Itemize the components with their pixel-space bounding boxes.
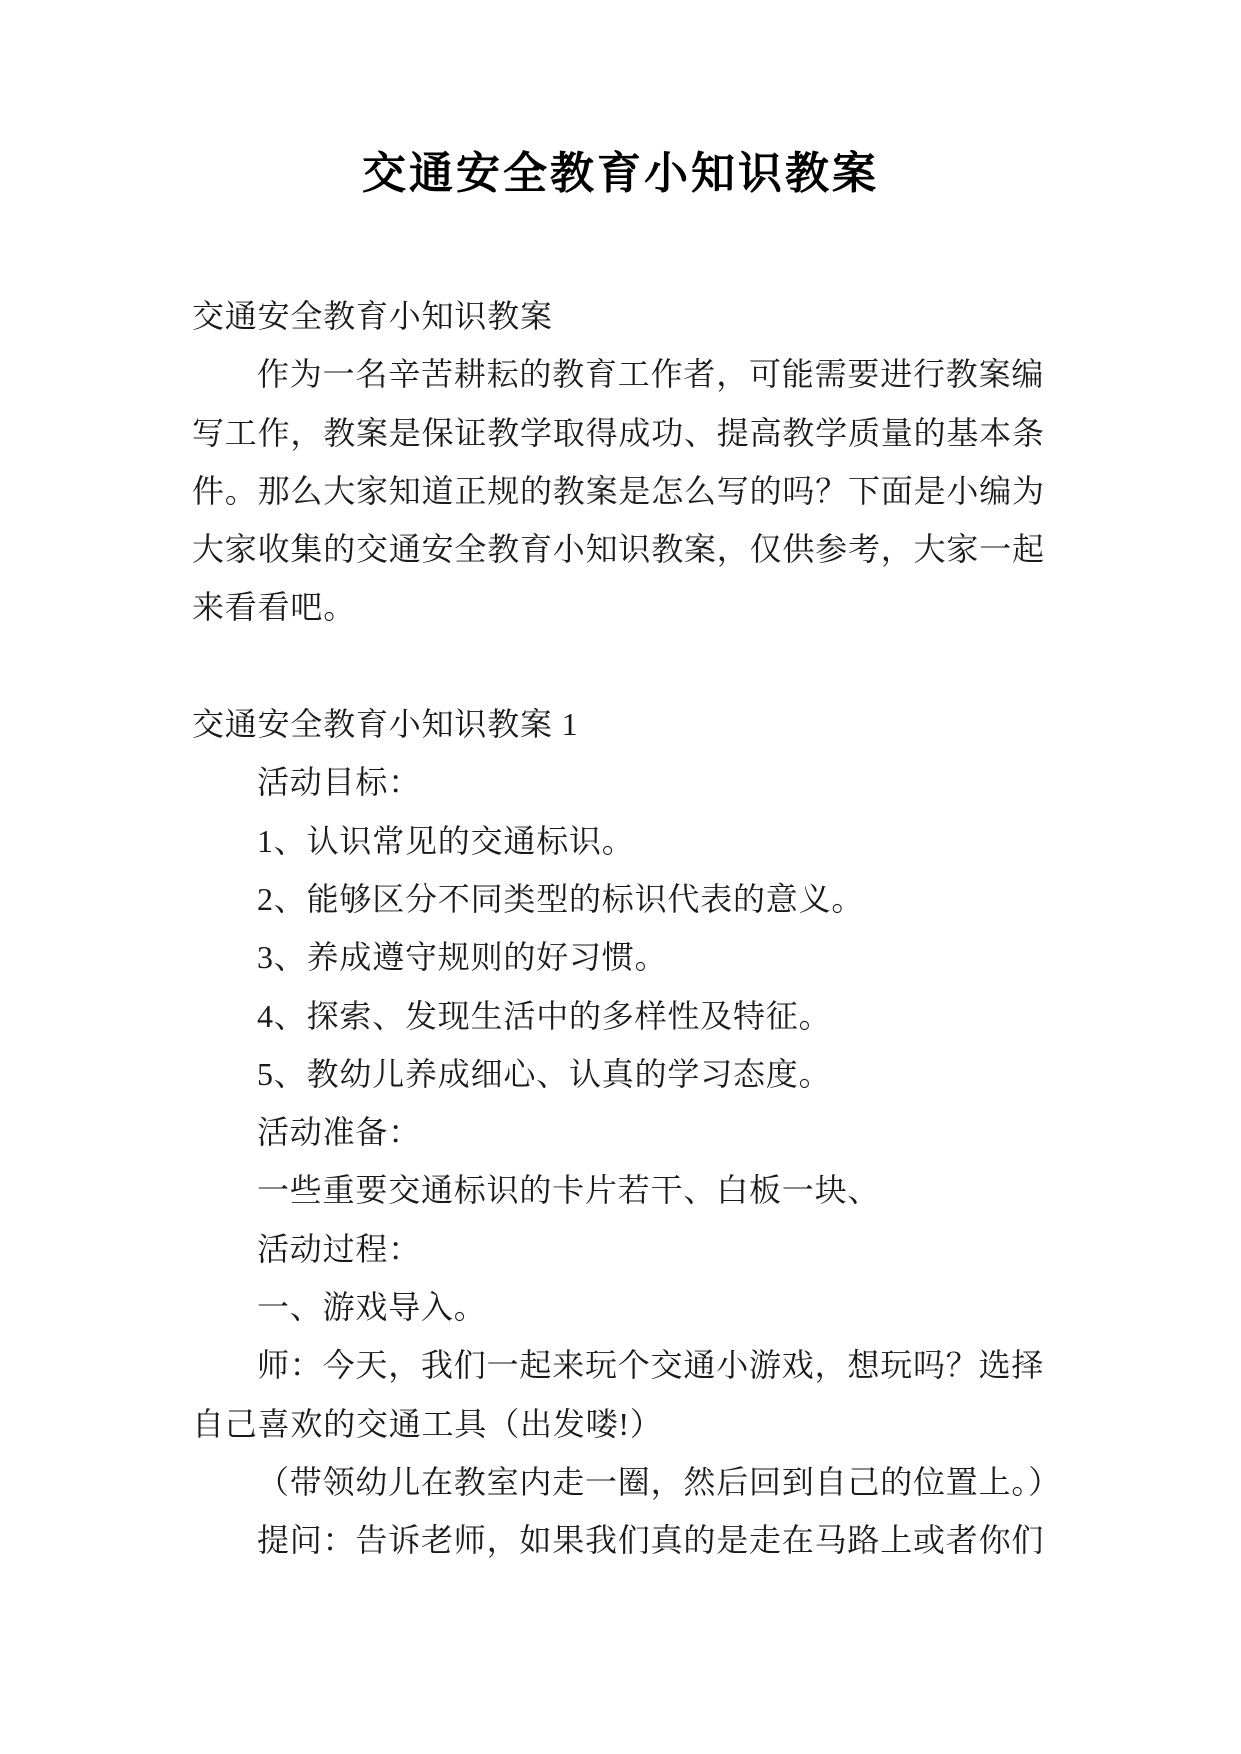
text-line: 交通安全教育小知识教案: [192, 298, 553, 334]
text-line: 师：今天，我们一起来玩个交通小游戏，想玩吗？选择: [257, 1347, 1045, 1384]
text-line: 活动准备：: [257, 1114, 422, 1151]
blank-line: [192, 637, 1052, 695]
text-line: 自己喜欢的交通工具（出发喽!）: [192, 1405, 663, 1442]
text-line: 一、游戏导入。: [257, 1289, 487, 1326]
text-line: 件。那么大家知道正规的教案是怎么写的吗？下面是小编为: [192, 472, 1045, 509]
text-line: 5、教幼儿养成细心、认真的学习态度。: [257, 1055, 832, 1092]
document-title: 交通安全教育小知识教案: [362, 149, 879, 198]
text-line: 写工作，教案是保证教学取得成功、提高教学质量的基本条: [192, 414, 1045, 451]
text-line: （带领幼儿在教室内走一圈，然后回到自己的位置上。）: [257, 1463, 1062, 1500]
text-line: 提问：告诉老师，如果我们真的是走在马路上或者你们: [257, 1522, 1045, 1559]
text-line: 4、探索、发现生活中的多样性及特征。: [257, 997, 832, 1034]
text-line: 3、养成遵守规则的好习惯。: [257, 939, 668, 976]
text-line: 交通安全教育小知识教案 1: [192, 706, 579, 743]
text-line: 来看看吧。: [192, 589, 357, 626]
text-line: 作为一名辛苦耕耘的教育工作者，可能需要进行教案编: [257, 356, 1045, 393]
text-line: 大家收集的交通安全教育小知识教案，仅供参考，大家一起: [192, 531, 1045, 568]
document-body: [192, 287, 1062, 1570]
text-line: 1、认识常见的交通标识。: [257, 822, 635, 859]
text-line: 2、能够区分不同类型的标识代表的意义。: [257, 880, 865, 917]
text-line: 活动目标：: [257, 764, 422, 801]
text-line: 活动过程：: [257, 1230, 422, 1267]
text-line: 一些重要交通标识的卡片若干、白板一块、: [257, 1172, 881, 1209]
